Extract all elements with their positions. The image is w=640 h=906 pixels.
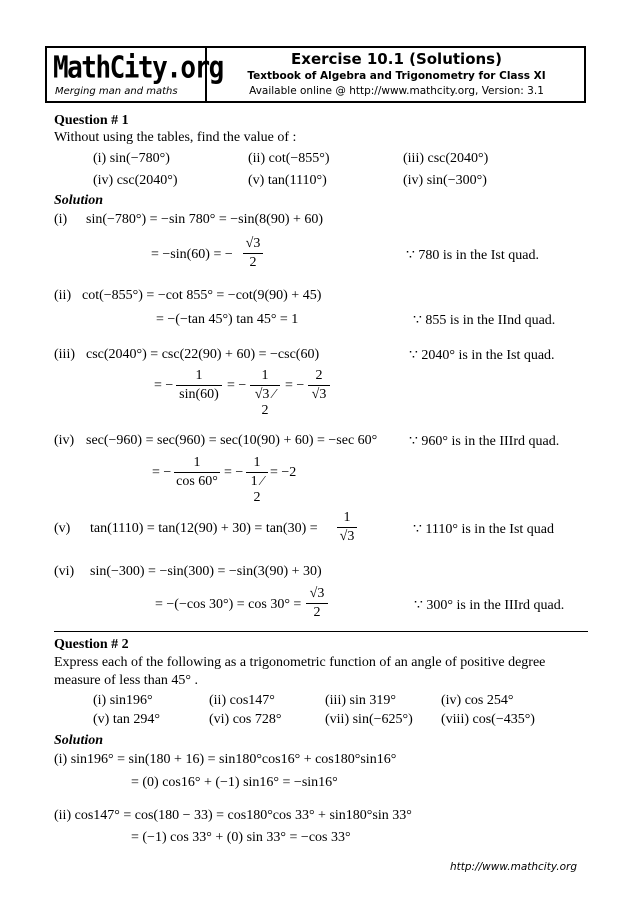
sol-reason: ∵ 1110° is in the Ist quad [413,522,555,537]
fraction-denominator: cos 60° [176,474,218,489]
q2-part: (i) sin196° [93,693,153,708]
q2-part: (viii) cos(−435°) [441,712,535,727]
fraction-denominator: sin(60) [179,387,219,402]
fraction-numerator: 1 [195,368,203,383]
q2-part: (vi) cos 728° [209,712,282,727]
q1-part: (iv) sin(−300°) [403,173,487,188]
fraction [308,368,330,403]
sol-line: = − [152,465,172,480]
q1-part: (ii) cot(−855°) [248,151,330,166]
q1-part: (iv) csc(2040°) [93,173,178,188]
q1-part: (v) tan(1110°) [248,173,327,188]
sol-line: = (0) cos16° + (−1) sin16° = −sin16° [131,775,338,790]
fraction-denominator: 2 [249,255,257,270]
sol-line: sec(−960) = sec(960) = sec(10(90) + 60) = −sec 60° [86,433,378,448]
fraction [246,455,268,506]
logo: MathCity.org [53,51,223,86]
sol-line: tan(1110) = tan(12(90) + 30) = tan(30) = [90,521,318,536]
q2-prompt: Express each of the following as a trigonometric function of an angle of positive degree [54,655,546,670]
fraction-denominator: √3 [339,529,355,544]
q2-part: (ii) cos147° [209,693,275,708]
fraction [306,586,328,621]
tagline: Merging man and maths [55,86,178,97]
fraction [250,368,280,419]
fraction-denominator: 2 [313,605,321,620]
sol-line: = −2 [270,465,297,480]
sol-line: = − [285,378,305,393]
q2-heading: Question # 2 [54,637,129,652]
q2-part: (iii) sin 319° [325,693,396,708]
sol-label: (ii) [54,288,72,303]
sol-reason: ∵ 780 is in the Ist quad. [406,248,539,263]
sol-line: (i) sin196° = sin(180 + 16) = sin180°cos16° + cos180°sin16° [54,752,397,767]
q2-prompt: measure of less than 45° . [54,673,199,688]
fraction-numerator: √3 [309,586,325,601]
sol-line: = −sin(60) = − [151,247,233,262]
fraction-numerator: 1 [261,368,269,383]
sol-reason: ∵ 2040° is in the Ist quad. [409,348,555,363]
fraction [337,510,357,545]
fraction-denominator: √3 ⁄ 2 [254,387,276,418]
fraction-numerator: √3 [245,236,261,251]
sol-label: (vi) [54,564,75,579]
sol-line: = − [227,378,247,393]
sol-line: = − [224,465,244,480]
sol-line: sin(−780°) = −sin 780° = −sin(8(90) + 60) [86,212,324,227]
fraction [174,455,220,490]
q2-solution-heading: Solution [54,733,104,748]
fraction-numerator: 1 [253,455,261,470]
sol-label: (v) [54,521,71,536]
sol-line: = − [154,378,174,393]
sol-label: (i) [54,212,68,227]
sol-line: = (−1) cos 33° + (0) sin 33° = −cos 33° [131,830,351,845]
fraction-numerator: 1 [193,455,201,470]
sol-line: = −(−cos 30°) = cos 30° = [155,597,302,612]
fraction [243,236,263,271]
sol-line: = −(−tan 45°) tan 45° = 1 [156,312,299,327]
q2-part: (iv) cos 254° [441,693,514,708]
sol-reason: ∵ 960° is in the IIIrd quad. [409,434,560,449]
section-divider [54,631,588,632]
q1-solution-heading: Solution [54,193,104,208]
sol-reason: ∵ 855 is in the IInd quad. [413,313,556,328]
sol-reason: ∵ 300° is in the IIIrd quad. [414,598,565,613]
q1-heading: Question # 1 [54,113,129,128]
q1-part: (i) sin(−780°) [93,151,170,166]
sol-line: (ii) cos147° = cos(180 − 33) = cos180°cos 33° + sin180°sin 33° [54,808,412,823]
q2-part: (v) tan 294° [93,712,161,727]
footer-url: http://www.mathcity.org [450,861,577,873]
availability-line: Available online @ http://www.mathcity.org, Version: 3.1 [249,85,544,97]
fraction-numerator: 2 [315,368,323,383]
sol-line: sin(−300) = −sin(300) = −sin(3(90) + 30) [90,564,322,579]
q1-part: (iii) csc(2040°) [403,151,489,166]
fraction [176,368,222,403]
fraction-denominator: 1 ⁄ 2 [250,474,264,505]
sol-line: cot(−855°) = −cot 855° = −cot(9(90) + 45) [82,288,322,303]
page-title: Exercise 10.1 (Solutions) [291,50,502,68]
fraction-denominator: √3 [311,387,327,402]
sol-line: csc(2040°) = csc(22(90) + 60) = −csc(60) [86,347,320,362]
fraction-numerator: 1 [343,510,351,525]
sol-label: (iv) [54,433,75,448]
sol-label: (iii) [54,347,75,362]
q2-part: (vii) sin(−625°) [325,712,413,727]
q1-prompt: Without using the tables, find the value of : [54,130,297,145]
page-subtitle: Textbook of Algebra and Trigonometry for Class XI [247,70,546,82]
